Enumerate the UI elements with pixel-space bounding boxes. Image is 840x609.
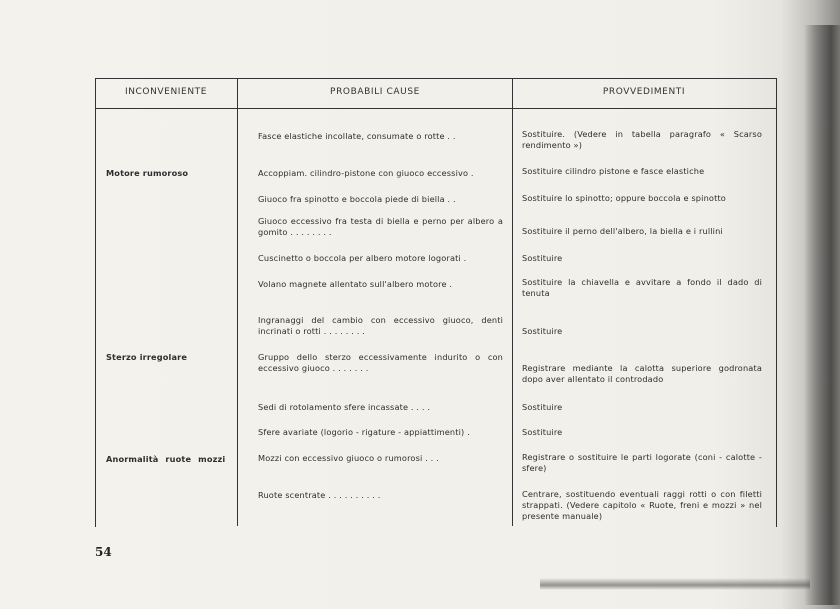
remedy-row-2: Sostituire cilindro pistone e fasce elastiche (522, 166, 705, 176)
column-divider-1 (237, 78, 238, 526)
remedy-row-11: Registrare o sostituire le parti logorate (coni - calotte - sfere) (522, 452, 762, 473)
remedy-row-1: Sostituire. (Vedere in tabella paragrafo « Scarso rendimento ») (522, 129, 762, 150)
remedy-row-10: Sostituire (522, 427, 563, 437)
remedy-row-8: Registrare mediante la calotta superiore godronata dopo aver allentato il controdado (522, 363, 762, 384)
remedy-row-6: Sostituire la chiavella e avvitare a fondo il dado di tenuta (522, 277, 762, 298)
problem-motore-rumoroso: Motore rumoroso (106, 168, 189, 178)
cause-row-1: Fasce elastiche incollate, consumate o rotte . . (258, 131, 456, 141)
cause-row-4: Giuoco eccessivo fra testa di biella e perno per albero a gomito . . . . . . . . (258, 216, 503, 237)
cause-row-12: Ruote scentrate . . . . . . . . . . (258, 490, 381, 500)
page-edge-shadow (540, 578, 810, 590)
header-probabili-cause: PROBABILI CAUSE (330, 87, 420, 97)
cause-row-8: Gruppo dello sterzo eccessivamente indurito o con eccessivo giuoco . . . . . . . (258, 352, 503, 373)
book-binding-shadow (804, 25, 840, 605)
cause-row-11: Mozzi con eccessivo giuoco o rumorosi . . . (258, 453, 439, 463)
remedy-row-9: Sostituire (522, 402, 563, 412)
problem-anormalita-ruote-mozzi: Anormalità ruote mozzi (106, 454, 226, 464)
remedy-row-4: Sostituire il perno dell'albero, la biella e i rullini (522, 226, 723, 236)
cause-row-6: Volano magnete allentato sull'albero motore . (258, 279, 453, 289)
cause-row-10: Sfere avariate (logorio - rigature - appiattimenti) . (258, 427, 470, 437)
cause-row-5: Cuscinetto o boccola per albero motore logorati . (258, 253, 467, 263)
header-inconveniente: INCONVENIENTE (124, 87, 208, 97)
remedy-row-5: Sostituire (522, 253, 563, 263)
remedy-row-7: Sostituire (522, 326, 563, 336)
problem-sterzo-irregolare: Sterzo irregolare (106, 352, 188, 362)
cause-row-7: Ingranaggi del cambio con eccessivo giuoco, denti incrinati o rotti . . . . . . . . (258, 315, 503, 336)
cause-row-2: Accoppiam. cilindro-pistone con giuoco eccessivo . (258, 168, 474, 178)
page-number: 54 (95, 545, 112, 559)
remedy-row-12: Centrare, sostituendo eventuali raggi rotti o con filetti strappati. (Vedere capitolo « Ruote, freni e mozzi » nel presente manuale) (522, 489, 762, 521)
remedy-row-3: Sostituire lo spinotto; oppure boccola e spinotto (522, 193, 726, 203)
cause-row-9: Sedi di rotolamento sfere incassate . . . . (258, 402, 431, 412)
cause-row-3: Giuoco fra spinotto e boccola piede di biella . . (258, 194, 456, 204)
header-divider (95, 108, 777, 109)
column-divider-2 (512, 78, 513, 526)
header-provvedimenti: PROVVEDIMENTI (602, 87, 686, 97)
